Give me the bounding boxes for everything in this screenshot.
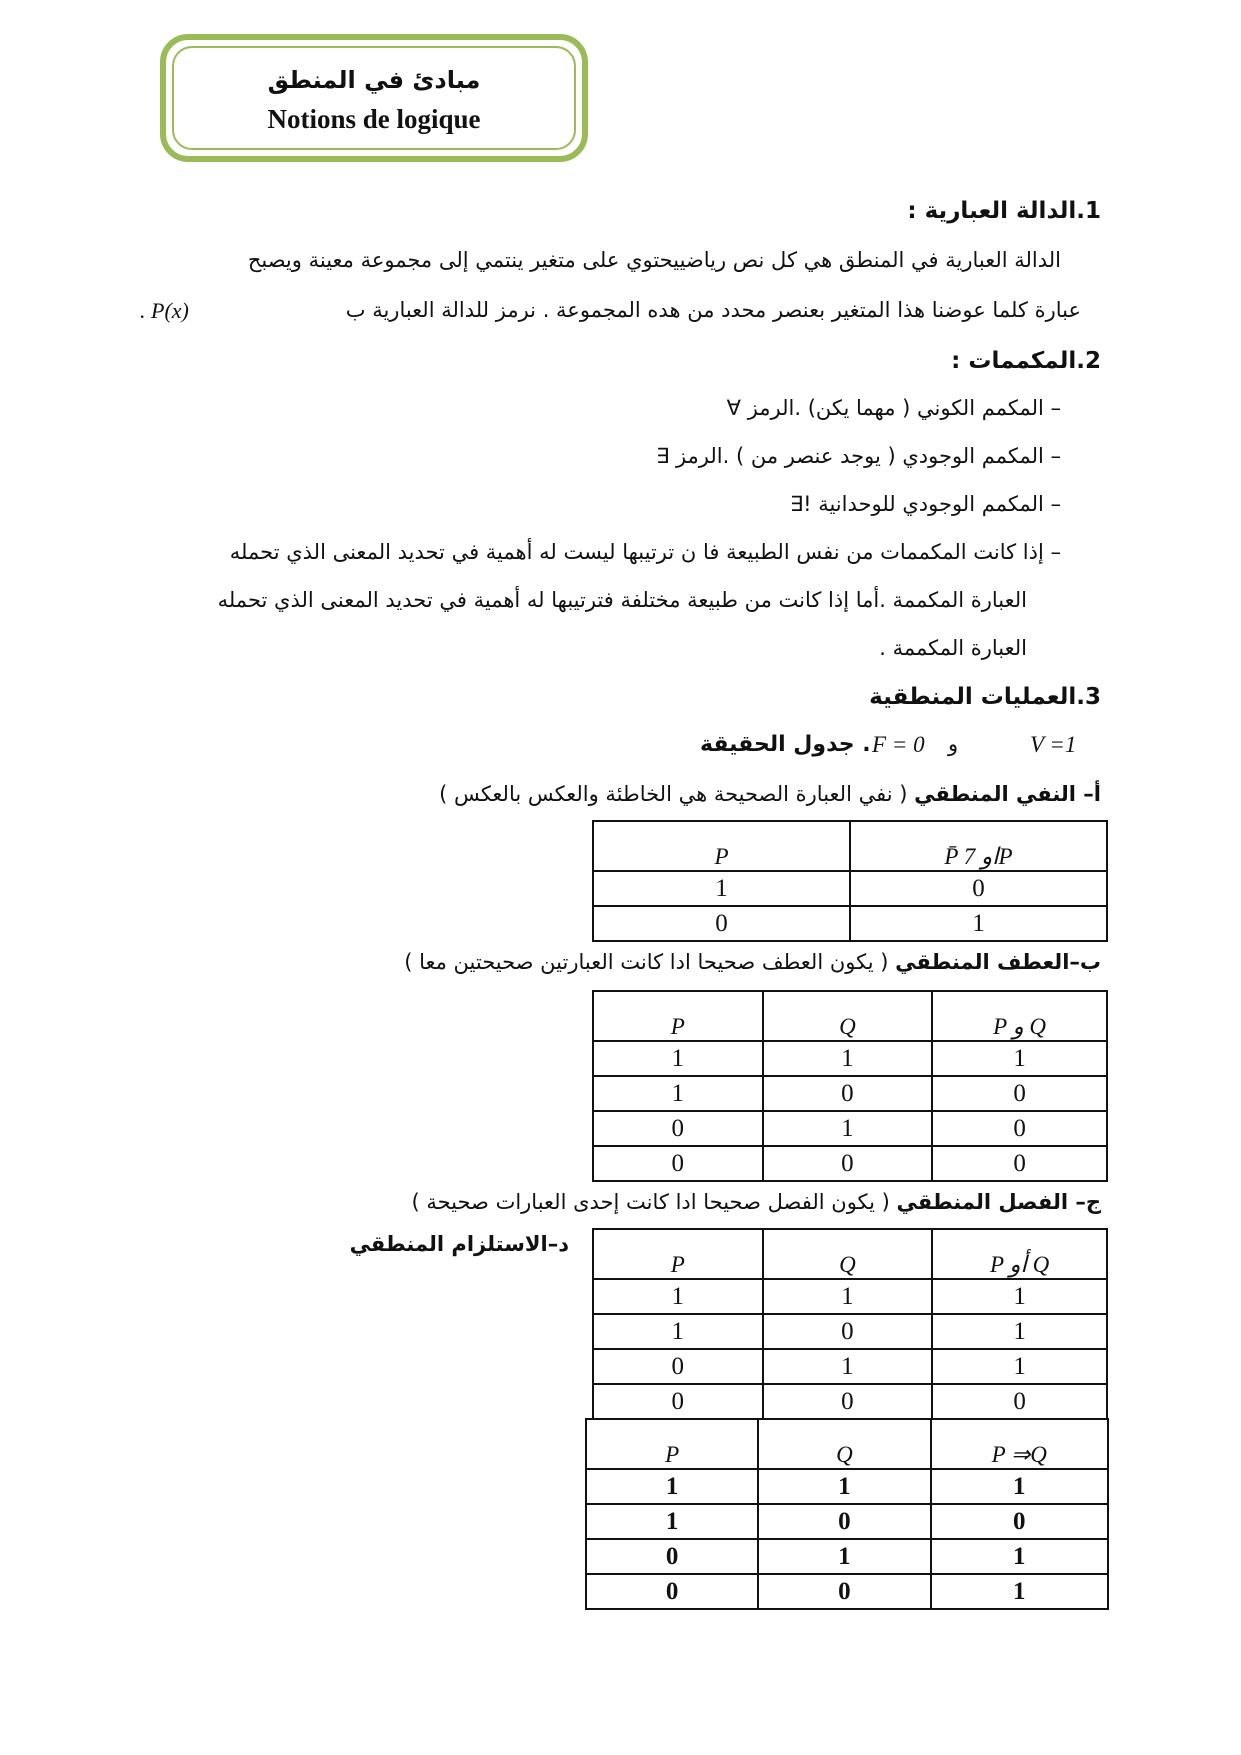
table-row bbox=[586, 1574, 1108, 1609]
table-cell: 0 bbox=[593, 1146, 763, 1181]
table-row bbox=[586, 1504, 1108, 1539]
table-cell: 0 bbox=[932, 1111, 1107, 1146]
table-cell: 1 bbox=[850, 906, 1107, 941]
table-row bbox=[593, 871, 1107, 906]
conjunction-header-q: Q bbox=[763, 991, 933, 1041]
table-row bbox=[593, 1076, 1107, 1111]
section1-line2-text: عبارة كلما عوضنا هذا المتغير بعنصر محدد من هده المجموعة . نرمز للدالة العبارية ب bbox=[345, 298, 1081, 322]
table-row bbox=[593, 1349, 1107, 1384]
table-cell: 1 bbox=[931, 1574, 1109, 1609]
table-row bbox=[593, 1384, 1107, 1419]
table-cell: 1 bbox=[932, 1041, 1107, 1076]
disjunction-header-p: P bbox=[593, 1229, 763, 1279]
section1-heading: 1.الدالة العبارية : bbox=[907, 198, 1101, 224]
section3-heading: 3.العمليات المنطقية bbox=[869, 684, 1101, 710]
table-cell: 1 bbox=[593, 871, 850, 906]
table-row bbox=[593, 1279, 1107, 1314]
table-cell: 0 bbox=[758, 1574, 930, 1609]
table-cell: 0 bbox=[763, 1384, 933, 1419]
table-cell: 1 bbox=[758, 1469, 930, 1504]
quantifier-item-unique: – المكمم الوجودي للوحدانية !∃ bbox=[789, 492, 1061, 516]
section1-line2 bbox=[140, 298, 1081, 328]
table-cell: 0 bbox=[932, 1384, 1107, 1419]
table-cell: 1 bbox=[763, 1041, 933, 1076]
quantifier-note-line3: العبارة المكممة . bbox=[879, 636, 1027, 660]
table-row bbox=[593, 1041, 1107, 1076]
conjunction-line: ب–العطف المنطقي ( يكون العطف صحيحا ادا كانت العبارتين صحيحتين معا ) bbox=[404, 950, 1101, 974]
disjunction-header-pq: P أو Q bbox=[932, 1229, 1107, 1279]
truth-table-label: . جدول الحقيقة bbox=[700, 732, 871, 757]
disjunction-header-q: Q bbox=[763, 1229, 933, 1279]
table-cell: 1 bbox=[763, 1279, 933, 1314]
table-row bbox=[586, 1539, 1108, 1574]
table-cell: 0 bbox=[763, 1146, 933, 1181]
table-cell: 0 bbox=[758, 1504, 930, 1539]
table-cell: 0 bbox=[593, 906, 850, 941]
conjunction-header-p: P bbox=[593, 991, 763, 1041]
table-cell: 1 bbox=[763, 1349, 933, 1384]
table-cell: 0 bbox=[850, 871, 1107, 906]
disjunction-table bbox=[592, 1228, 1108, 1420]
title-arabic: مبادئ في المنطق bbox=[267, 66, 481, 94]
table-cell: 0 bbox=[593, 1111, 763, 1146]
table-row bbox=[593, 1314, 1107, 1349]
table-row bbox=[586, 1469, 1108, 1504]
table-row bbox=[593, 1111, 1107, 1146]
implication-title: د–الاستلزام المنطقي bbox=[349, 1232, 569, 1256]
table-cell: 0 bbox=[932, 1146, 1107, 1181]
conjunction-table bbox=[592, 990, 1108, 1182]
disjunction-line: ج– الفصل المنطقي ( يكون الفصل صحيحا ادا كانت إحدى العبارات صحيحة ) bbox=[411, 1190, 1101, 1214]
table-row bbox=[593, 906, 1107, 941]
table-cell: 1 bbox=[932, 1279, 1107, 1314]
table-cell: 1 bbox=[593, 1279, 763, 1314]
true-value: V =1 bbox=[1030, 732, 1077, 757]
section2-heading: 2.المكممات : bbox=[951, 348, 1101, 374]
table-cell: 1 bbox=[586, 1504, 758, 1539]
table-cell: 0 bbox=[593, 1349, 763, 1384]
table-cell: 1 bbox=[593, 1314, 763, 1349]
negation-line: أ– النفي المنطقي ( نفي العبارة الصحيحة هي الخاطئة والعكس بالعكس ) bbox=[439, 782, 1101, 806]
title-box bbox=[160, 34, 588, 162]
table-row bbox=[593, 1146, 1107, 1181]
negation-header-notp: P̄ او 7P bbox=[850, 821, 1107, 871]
and-word: و bbox=[948, 732, 959, 756]
implication-table bbox=[585, 1418, 1109, 1610]
table-cell: 1 bbox=[932, 1314, 1107, 1349]
table-cell: 0 bbox=[586, 1539, 758, 1574]
section1-line1: الدالة العبارية في المنطق هي كل نص رياضييحتوي على متغير ينتمي إلى مجموعة معينة ويصبح bbox=[247, 248, 1061, 272]
title-french: Notions de logique bbox=[267, 104, 481, 134]
table-cell: 0 bbox=[586, 1574, 758, 1609]
table-cell: 1 bbox=[763, 1111, 933, 1146]
table-cell: 0 bbox=[763, 1076, 933, 1111]
false-value: F = 0 bbox=[872, 732, 925, 757]
table-cell: 1 bbox=[586, 1469, 758, 1504]
negation-table bbox=[592, 820, 1108, 942]
table-cell: 0 bbox=[931, 1504, 1109, 1539]
negation-header-p: P bbox=[593, 821, 850, 871]
table-cell: 1 bbox=[931, 1539, 1109, 1574]
table-cell: 1 bbox=[931, 1469, 1109, 1504]
quantifier-item-existential: – المكمم الوجودي ( يوجد عنصر من ) .الرمز ∃ bbox=[656, 444, 1061, 468]
quantifier-item-universal: – المكمم الكوني ( مهما يكن) .الرمز ∀ bbox=[726, 396, 1061, 420]
implication-header-pq: P ⇒Q bbox=[931, 1419, 1109, 1469]
quantifier-note-line1: – إذا كانت المكممات من نفس الطبيعة فا ن ترتيبها ليست له أهمية في تحديد المعنى الذي تحمله bbox=[229, 540, 1061, 564]
conjunction-header-pq: P و Q bbox=[932, 991, 1107, 1041]
implication-header-p: P bbox=[586, 1419, 758, 1469]
table-cell: 0 bbox=[932, 1076, 1107, 1111]
table-cell: 1 bbox=[932, 1349, 1107, 1384]
truth-values-line bbox=[700, 732, 1100, 766]
table-cell: 0 bbox=[593, 1384, 763, 1419]
table-cell: 1 bbox=[593, 1076, 763, 1111]
table-cell: 1 bbox=[758, 1539, 930, 1574]
implication-header-q: Q bbox=[758, 1419, 930, 1469]
quantifier-note-line2: العبارة المكممة .أما إذا كانت من طبيعة مختلفة فترتيبها له أهمية في تحديد المعنى الذي تحمله bbox=[217, 588, 1027, 612]
section1-line2-symbol: . P(x) bbox=[140, 298, 189, 323]
table-cell: 1 bbox=[593, 1041, 763, 1076]
table-cell: 0 bbox=[763, 1314, 933, 1349]
